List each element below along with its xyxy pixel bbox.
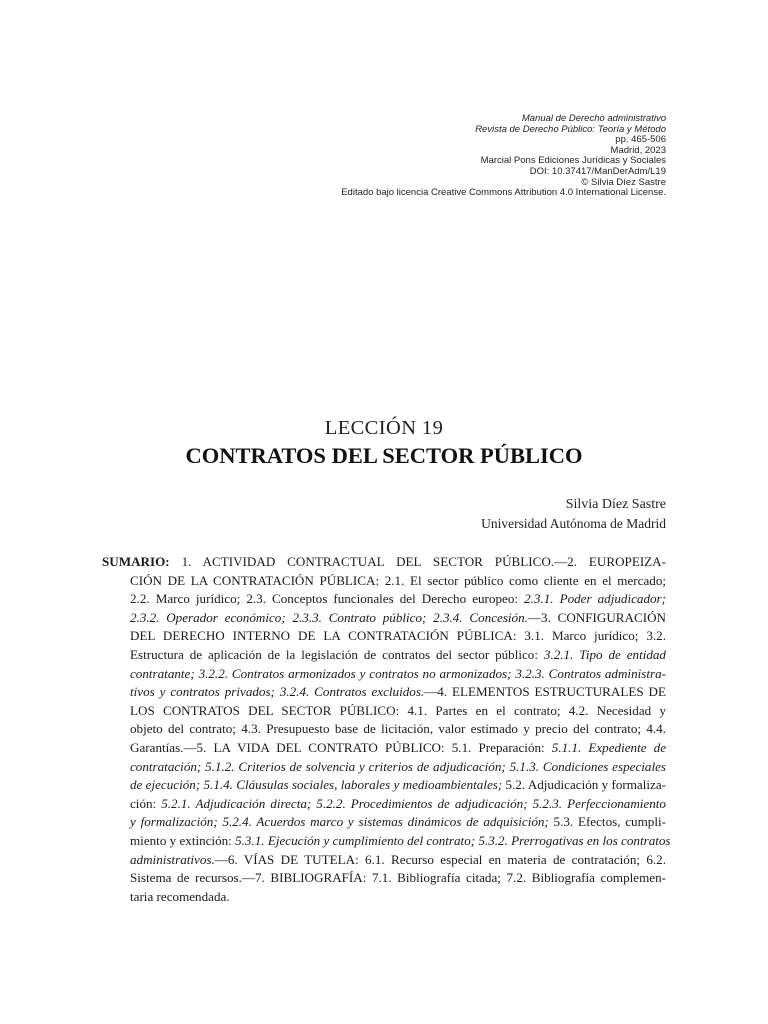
summary-segment: Garantías.—5. LA VIDA DEL CONTRATO PÚBLICO: 5.1. Preparación: — [130, 739, 552, 755]
summary-line — [102, 758, 666, 777]
summary-segment: —4. ELEMENTOS ESTRUCTURALES DE — [424, 684, 667, 700]
summary-line — [102, 795, 666, 814]
summary-line — [102, 702, 666, 721]
author-name: Silvia Díez Sastre — [565, 497, 666, 512]
publication-metadata — [246, 114, 666, 199]
summary-segment: 5.2.1. Adjudicación directa; 5.2.2. Procedimientos de adjudicación; 5.2.3. Perfeccionamiento — [161, 795, 666, 811]
summary-segment: 5.1.1. Expediente de — [551, 739, 667, 755]
summary-segment: 1. ACTIVIDAD CONTRACTUAL DEL SECTOR PÚBLICO.—2. EUROPEIZA- — [181, 554, 666, 569]
author-affiliation: Universidad Autónoma de Madrid — [481, 516, 666, 531]
summary-segment: 2.3.2. Operador económico; 2.3.3. Contrato público; 2.3.4. Concesión. — [130, 609, 528, 625]
meta-line-journal: Revista de Derecho Público: Teoría y Método — [475, 123, 666, 135]
summary-segment: ción: — [130, 795, 162, 811]
summary-segment: —3. CONFIGURACIÓN — [527, 609, 666, 625]
summary-line — [102, 627, 666, 646]
meta-line-license: Editado bajo licencia Creative Commons Attribution 4.0 International License. — [341, 187, 666, 199]
summary-segment: Estructura de aplicación de la legislación de contratos del sector público: — [130, 646, 544, 662]
summary-line — [102, 683, 666, 702]
summary-segment: LOS CONTRATOS DEL SECTOR PÚBLICO: 4.1. Partes en el contrato; 4.2. Necesidad y — [130, 702, 666, 718]
summary-line — [102, 572, 666, 591]
summary-line — [102, 590, 666, 609]
meta-line-book: Manual de Derecho administrativo — [521, 113, 666, 124]
summary-line — [102, 851, 666, 870]
summary-line — [102, 739, 666, 758]
summary-line — [102, 813, 666, 832]
summary-label: SUMARIO: — [102, 554, 170, 569]
summary-block — [102, 553, 671, 906]
summary-segment: 2.2. Marco jurídico; 2.3. Conceptos funcionales del Derecho europeo: — [130, 591, 525, 607]
summary-segment: —6. VÍAS DE TUTELA: 6.1. Recurso especial en materia de contratación; 6.2. — [214, 851, 666, 867]
summary-segment: y formalización; 5.2.4. Acuerdos marco y sistemas dinámicos de adquisición; — [130, 814, 549, 830]
summary-segment: DEL DERECHO INTERNO DE LA CONTRATACIÓN PÚBLICA: 3.1. Marco jurídico; 3.2. — [130, 628, 666, 644]
meta-line-copyright: © Silvia Díez Sastre — [581, 176, 666, 188]
summary-segment: objeto del contrato; 4.3. Presupuesto base de licitación, valor estimado y precio del contrato; 4.4. — [130, 721, 666, 737]
chapter-title: CONTRATOS DEL SECTOR PÚBLICO — [185, 443, 583, 468]
summary-line — [102, 832, 671, 851]
meta-line-doi: DOI: 10.37417/ManDerAdm/L19 — [529, 165, 666, 177]
summary-line — [102, 888, 666, 907]
summary-segment: contratante; 3.2.2. Contratos armonizados y contratos no armonizados; 3.2.3. Contratos administra- — [130, 665, 666, 681]
summary-line — [102, 665, 666, 684]
summary-segment: Sistema de recursos.—7. BIBLIOGRAFÍA: 7.1. Bibliografía citada; 7.2. Bibliografía complemen- — [130, 870, 666, 886]
summary-segment: 5.3.1. Ejecución y cumplimiento del contrato; 5.3.2. Prerrogativas en los contratos — [235, 832, 671, 848]
summary-line — [102, 720, 666, 739]
summary-segment: miento y extinción: — [130, 832, 236, 848]
summary-line — [102, 869, 666, 888]
summary-segment: 5.3. Efectos, cumpli- — [548, 814, 666, 830]
meta-line-pages: pp. 465-506 — [615, 134, 666, 146]
meta-line-place-year: Madrid, 2023 — [610, 144, 666, 156]
summary-segment: tivos y contratos privados; 3.2.4. Contratos excluidos. — [130, 684, 425, 700]
lesson-number: LECCIÓN 19 — [324, 417, 444, 439]
summary-segment: 3.2.1. Tipo de entidad — [543, 646, 666, 662]
summary-segment: 5.2. Adjudicación y formaliza- — [502, 777, 667, 793]
summary-segment: administrativos. — [130, 851, 215, 867]
summary-segment: contratación; 5.1.2. Criterios de solvencia y criterios de adjudicación; 5.1.3. Condiciones especiales — [130, 758, 666, 774]
summary-line — [102, 609, 666, 628]
summary-line — [102, 776, 666, 795]
summary-segment: 2.3.1. Poder adjudicador; — [524, 591, 666, 607]
meta-line-publisher: Marcial Pons Ediciones Jurídicas y Sociales — [480, 155, 666, 167]
summary-line — [102, 553, 666, 572]
summary-segment: taria recomendada. — [130, 888, 230, 904]
summary-segment: CIÓN DE LA CONTRATACIÓN PÚBLICA: 2.1. El sector público como cliente en el mercado; — [130, 572, 666, 588]
summary-segment: de ejecución; 5.1.4. Cláusulas sociales, laborales y medioambientales; — [130, 777, 503, 793]
summary-line — [102, 646, 666, 665]
